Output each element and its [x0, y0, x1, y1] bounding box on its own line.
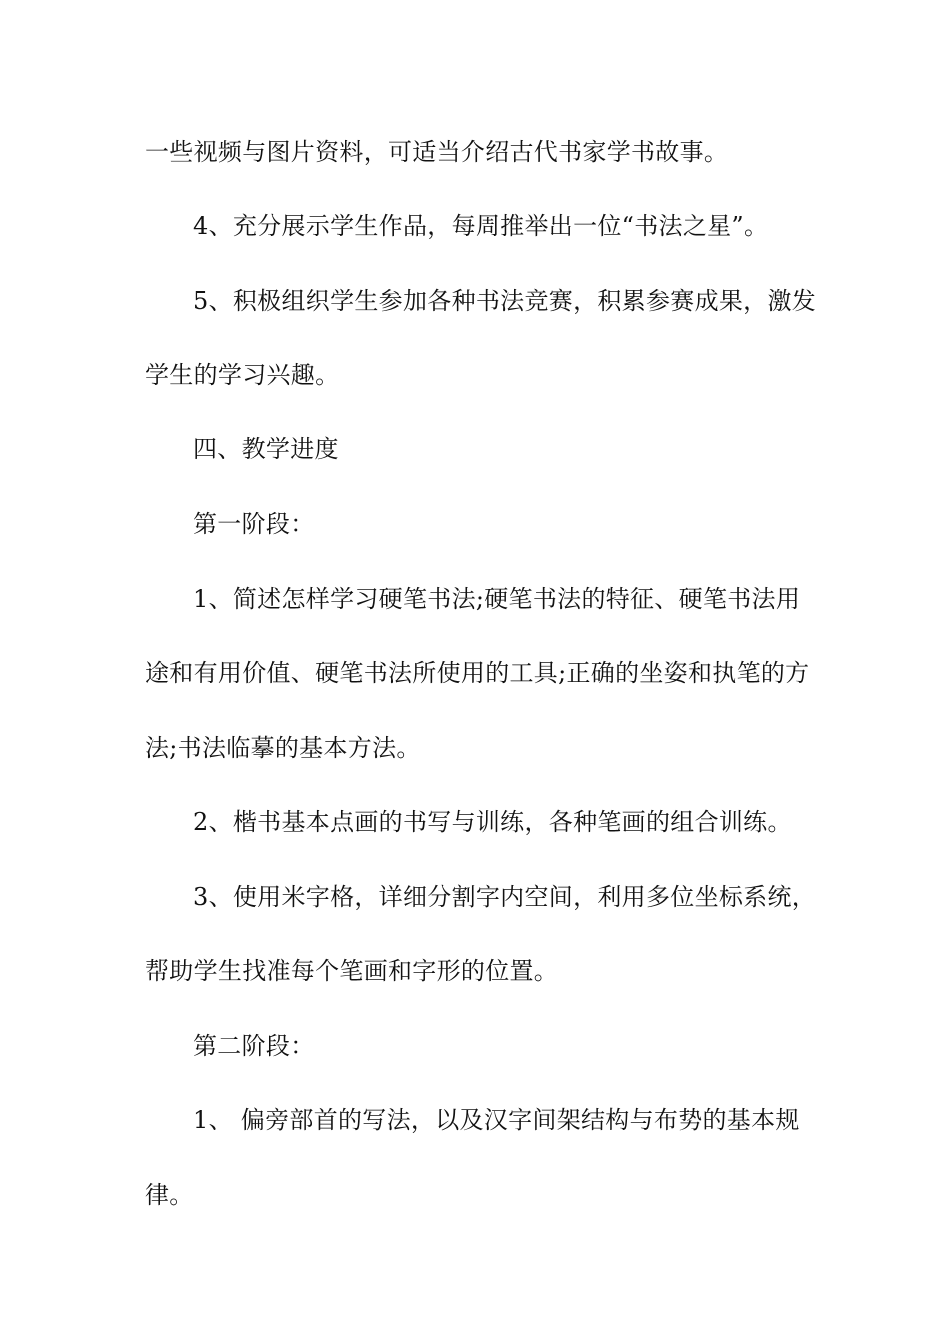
text-line: 2、楷书基本点画的书写与训练，各种笔画的组合训练。 [193, 808, 792, 836]
text-line: 帮助学生找准每个笔画和字形的位置。 [145, 957, 559, 985]
text-line: 途和有用价值、硬笔书法所使用的工具;正确的坐姿和执笔的方 [145, 659, 810, 687]
text-line: 3、使用米字格，详细分割字内空间，利用多位坐标系统， [193, 883, 817, 911]
text-line: 4、充分展示学生作品，每周推举出一位“书法之星”。 [193, 212, 769, 240]
text-line: 法;书法临摹的基本方法。 [145, 734, 421, 762]
text-line: 律。 [145, 1181, 194, 1209]
section-heading: 四、教学进度 [193, 435, 339, 463]
text-line: 1、简述怎样学习硬笔书法;硬笔书法的特征、硬笔书法用 [193, 585, 801, 613]
stage-heading: 第二阶段： [193, 1032, 315, 1060]
text-line: 学生的学习兴趣。 [145, 361, 340, 389]
stage-heading: 第一阶段： [193, 510, 315, 538]
text-line: 5、积极组织学生参加各种书法竞赛，积累参赛成果，激发 [193, 287, 817, 315]
text-line: 1、 偏旁部首的写法，以及汉字间架结构与布势的基本规 [193, 1106, 800, 1134]
text-line: 一些视频与图片资料，可适当介绍古代书家学书故事。 [145, 138, 729, 166]
